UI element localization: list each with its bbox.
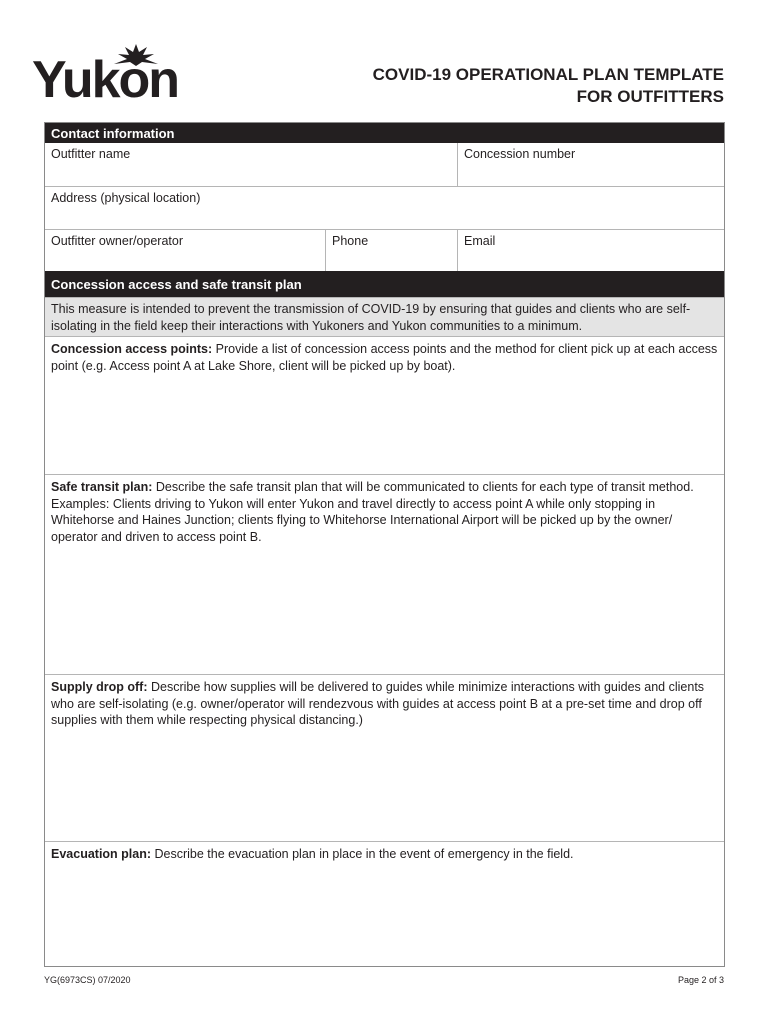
- outfitter-name-field[interactable]: [45, 143, 457, 186]
- concession-number-label: Concession number: [464, 147, 576, 161]
- access-points-field[interactable]: [45, 336, 724, 474]
- supply-text: Describe how supplies will be delivered to guides while minimize interactions with guides and clients who are self-isolating (e.g. owner/operator will rendezvous with guides at access point B at a pre-set time and drop off supplies with them while respecting physical distancing.): [51, 680, 705, 727]
- transit-note: This measure is intended to prevent the transmission of COVID-19 by ensuring that guides and clients who are self-isolating in the field keep their interactions with Yukoners and Yukon communities to a minimum.: [45, 297, 724, 336]
- evacuation-plan-field[interactable]: [45, 841, 724, 965]
- safe-transit-field[interactable]: [45, 474, 724, 674]
- phone-label: Phone: [332, 234, 369, 248]
- form-code: YG(6973CS) 07/2020: [44, 975, 131, 985]
- concession-number-field[interactable]: [457, 143, 724, 186]
- contact-row-1: [45, 143, 724, 186]
- access-points-label: Concession access points:: [51, 342, 213, 356]
- contact-row-3: [45, 229, 724, 271]
- owner-operator-field[interactable]: [45, 230, 325, 271]
- phone-field[interactable]: [325, 230, 457, 271]
- outfitter-name-label: Outfitter name: [51, 147, 131, 161]
- address-field[interactable]: [45, 187, 724, 229]
- address-label: Address (physical location): [51, 191, 201, 205]
- form: [44, 122, 725, 967]
- page-number: Page 2 of 3: [677, 975, 724, 985]
- safe-transit-text: Describe the safe transit plan that will be communicated to clients for each type of transit method. Examples: Clients driving to Yukon will enter Yukon and travel directly to access point A while only stopping in Whitehorse and Haines Junction; clients flying to Whitehorse International Airport will be picked up by the owner/ operator and driven to access point B.: [51, 480, 694, 544]
- title-line-2: FOR OUTFITTERS: [576, 87, 724, 106]
- logo-wordmark: Yukon: [32, 51, 179, 109]
- evacuation-text: Describe the evacuation plan in place in the event of emergency in the field.: [151, 847, 574, 861]
- email-label: Email: [464, 234, 496, 248]
- safe-transit-label: Safe transit plan:: [51, 480, 153, 494]
- title-line-1: COVID-19 OPERATIONAL PLAN TEMPLATE: [372, 65, 724, 84]
- email-field[interactable]: [457, 230, 724, 271]
- evacuation-label: Evacuation plan:: [51, 847, 152, 861]
- access-points-text: Provide a list of concession access points and the method for client pick up at each access point (e.g. Access point A at Lake Shore, client will be picked up by boat).: [51, 342, 718, 373]
- supply-label: Supply drop off:: [51, 680, 148, 694]
- yukon-logo: [32, 44, 179, 109]
- owner-operator-label: Outfitter owner/operator: [51, 234, 184, 248]
- contact-section-header: Contact information: [45, 123, 724, 143]
- transit-section-header: Concession access and safe transit plan: [45, 271, 724, 297]
- contact-row-2: [45, 186, 724, 229]
- page-title: [373, 64, 724, 108]
- supply-drop-off-field[interactable]: [45, 674, 724, 841]
